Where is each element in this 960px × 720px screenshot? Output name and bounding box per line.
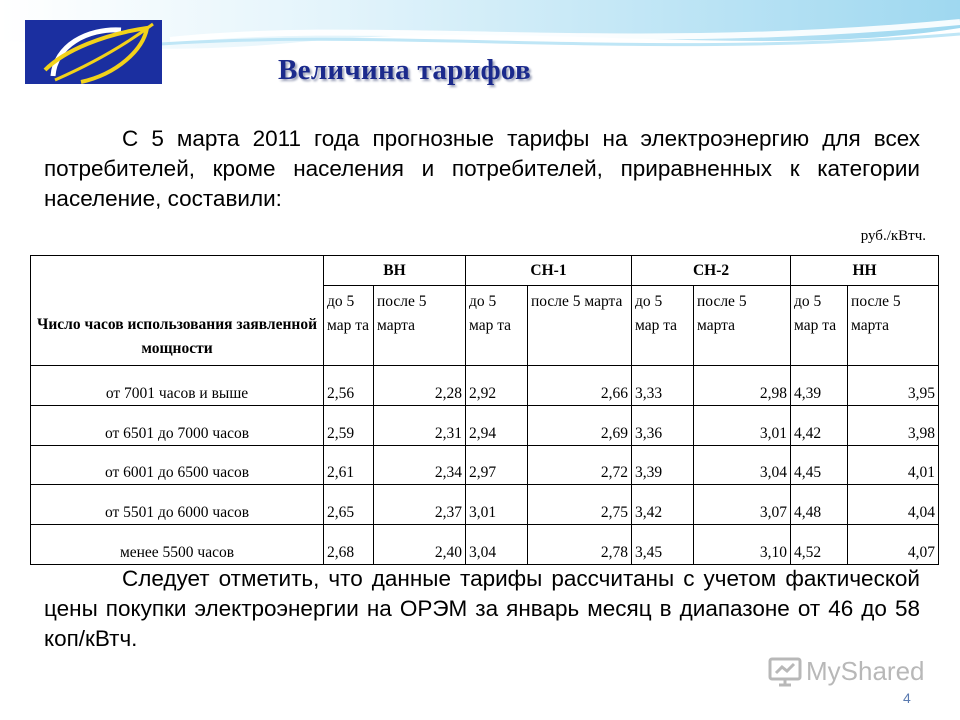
table-cell: 4,01 bbox=[848, 445, 939, 485]
table-cell: 3,01 bbox=[466, 485, 528, 525]
sub-header-before: до 5 мар та bbox=[632, 286, 694, 366]
table-row bbox=[31, 405, 939, 445]
sub-header-after: после 5 марта bbox=[374, 286, 466, 366]
table-cell: 4,48 bbox=[791, 485, 848, 525]
table-row bbox=[31, 525, 939, 565]
slide-title: Величина тарифов bbox=[278, 54, 531, 86]
level-header-vn: ВН bbox=[324, 256, 466, 286]
table-cell: 3,04 bbox=[466, 525, 528, 565]
table-cell: 3,01 bbox=[694, 405, 791, 445]
table-row bbox=[31, 445, 939, 485]
table-cell: 3,10 bbox=[694, 525, 791, 565]
table-cell: 2,37 bbox=[374, 485, 466, 525]
globe-orbit-icon bbox=[25, 20, 162, 84]
level-header-sn1: СН-1 bbox=[466, 256, 632, 286]
table-cell: 2,61 bbox=[324, 445, 374, 485]
page-number: 4 bbox=[903, 690, 911, 706]
table-cell: 3,42 bbox=[632, 485, 694, 525]
table-cell: 2,92 bbox=[466, 366, 528, 406]
table-cell: 3,98 bbox=[848, 405, 939, 445]
table-cell: 2,34 bbox=[374, 445, 466, 485]
row-label: менее 5500 часов bbox=[31, 525, 324, 565]
table-cell: 2,97 bbox=[466, 445, 528, 485]
table-cell: 2,56 bbox=[324, 366, 374, 406]
table-cell: 4,52 bbox=[791, 525, 848, 565]
row-label: от 5501 до 6000 часов bbox=[31, 485, 324, 525]
table-cell: 4,07 bbox=[848, 525, 939, 565]
table-cell: 2,98 bbox=[694, 366, 791, 406]
table-cell: 3,95 bbox=[848, 366, 939, 406]
table-cell: 2,59 bbox=[324, 405, 374, 445]
table-cell: 4,04 bbox=[848, 485, 939, 525]
table-row bbox=[31, 485, 939, 525]
table-cell: 2,69 bbox=[528, 405, 632, 445]
table-cell: 2,75 bbox=[528, 485, 632, 525]
table-cell: 2,72 bbox=[528, 445, 632, 485]
table-cell: 2,31 bbox=[374, 405, 466, 445]
table-cell: 3,07 bbox=[694, 485, 791, 525]
table-cell: 2,68 bbox=[324, 525, 374, 565]
table-cell: 3,39 bbox=[632, 445, 694, 485]
table-cell: 3,04 bbox=[694, 445, 791, 485]
sub-header-after: после 5 марта bbox=[528, 286, 632, 366]
sub-header-before: до 5 мар та bbox=[791, 286, 848, 366]
row-label: от 6001 до 6500 часов bbox=[31, 445, 324, 485]
hours-header: Число часов использования заявленной мощности bbox=[31, 256, 324, 366]
table-cell: 2,28 bbox=[374, 366, 466, 406]
watermark-text: MyShared bbox=[806, 656, 925, 686]
table-cell: 4,39 bbox=[791, 366, 848, 406]
watermark bbox=[768, 656, 925, 687]
table-row bbox=[31, 366, 939, 406]
unit-label: руб./кВтч. bbox=[860, 228, 926, 244]
presentation-icon bbox=[768, 657, 802, 687]
sub-header-after: после 5 марта bbox=[694, 286, 791, 366]
note-paragraph: Следует отметить, что данные тарифы рассчитаны с учетом фактической цены покупки электроэнергии на ОРЭМ за январь месяц в диапазоне от 46 до 58 коп/кВтч. bbox=[44, 566, 920, 651]
level-header-nn: НН bbox=[791, 256, 939, 286]
table-cell: 4,42 bbox=[791, 405, 848, 445]
sub-header-before: до 5 мар та bbox=[466, 286, 528, 366]
table-cell: 2,65 bbox=[324, 485, 374, 525]
table-cell: 2,78 bbox=[528, 525, 632, 565]
table-cell: 2,94 bbox=[466, 405, 528, 445]
company-logo bbox=[25, 20, 162, 84]
table-cell: 3,36 bbox=[632, 405, 694, 445]
intro-paragraph: С 5 марта 2011 года прогнозные тарифы на электроэнергию для всех потребителей, кроме населения и потребителей, приравненных к категории население, составили: bbox=[44, 126, 920, 211]
table-cell: 3,33 bbox=[632, 366, 694, 406]
level-header-sn2: СН-2 bbox=[632, 256, 791, 286]
table-cell: 2,40 bbox=[374, 525, 466, 565]
table-cell: 2,66 bbox=[528, 366, 632, 406]
row-label: от 6501 до 7000 часов bbox=[31, 405, 324, 445]
tariff-table bbox=[30, 255, 939, 565]
row-label: от 7001 часов и выше bbox=[31, 366, 324, 406]
table-cell: 4,45 bbox=[791, 445, 848, 485]
table-cell: 3,45 bbox=[632, 525, 694, 565]
sub-header-after: после 5 марта bbox=[848, 286, 939, 366]
table-header-row bbox=[31, 256, 939, 286]
sub-header-before: до 5 мар та bbox=[324, 286, 374, 366]
